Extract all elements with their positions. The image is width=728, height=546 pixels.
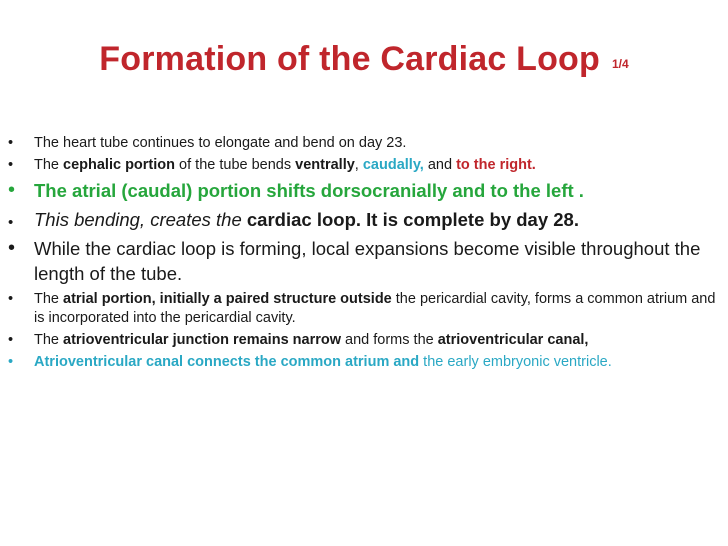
bullet-dot: • xyxy=(8,214,14,231)
bullet-emphasis: atrioventricular junction remains narrow xyxy=(63,332,342,348)
bullet-dot: • xyxy=(8,157,14,173)
bullet-item-1 xyxy=(0,134,728,153)
bullet-emphasis: ventrally xyxy=(295,157,355,173)
bullet-emphasis-teal: caudally, xyxy=(362,157,424,173)
bullet-emphasis: atrioventricular canal, xyxy=(437,332,589,348)
bullet-text: and xyxy=(423,157,457,173)
bullet-item-6 xyxy=(0,290,728,328)
bullet-emphasis: atrial portion, initially a paired structure outside xyxy=(63,291,392,307)
bullet-item-5 xyxy=(0,236,728,286)
bullet-emphasis: cephalic portion xyxy=(63,157,176,173)
bullet-dot: • xyxy=(8,354,14,370)
bullet-item-2 xyxy=(0,156,728,175)
bullet-item-4 xyxy=(0,207,728,232)
bullet-emphasis: cardiac loop. It is complete by day 28. xyxy=(246,209,579,230)
bullet-dot: • xyxy=(8,332,14,348)
bullet-item-3 xyxy=(0,178,728,203)
bullet-dot: • xyxy=(8,179,16,201)
bullet-text: and forms the xyxy=(341,332,438,348)
title-area xyxy=(0,40,728,79)
bullet-text-teal: the early embryonic ventricle. xyxy=(419,354,612,370)
bullet-text: The heart tube continues to elongate and bend on day 23. xyxy=(34,135,407,151)
page-indicator: 1/4 xyxy=(612,57,629,71)
bullet-item-8 xyxy=(0,353,728,372)
bullet-dot: • xyxy=(8,237,16,259)
bullet-dot: • xyxy=(8,291,14,307)
bullet-emphasis-teal: Atrioventricular canal connects the common atrium and xyxy=(34,354,420,370)
bullet-text: of the tube bends xyxy=(175,157,296,173)
bullet-text: While the cardiac loop is forming, local expansions become visible throughout the length of the tube. xyxy=(34,238,701,284)
bullet-text: The xyxy=(34,157,64,173)
bullet-text: the pericardial cavity, forms a common atrium and is incorporated into the pericardial cavity. xyxy=(34,291,716,326)
bullet-emphasis-red: to the right. xyxy=(456,157,536,173)
bullet-item-7 xyxy=(0,331,728,350)
bullet-dot: • xyxy=(8,135,14,151)
bullet-text: The xyxy=(34,291,64,307)
bullet-text-italic: This bending, creates the xyxy=(34,209,247,230)
bullet-list xyxy=(0,134,728,375)
page-title: Formation of the Cardiac Loop xyxy=(99,40,600,78)
bullet-emphasis-green: The atrial (caudal) portion shifts dorsocranially and to the left . xyxy=(34,180,584,201)
bullet-text: The xyxy=(34,332,64,348)
bullet-text: , xyxy=(354,157,363,173)
